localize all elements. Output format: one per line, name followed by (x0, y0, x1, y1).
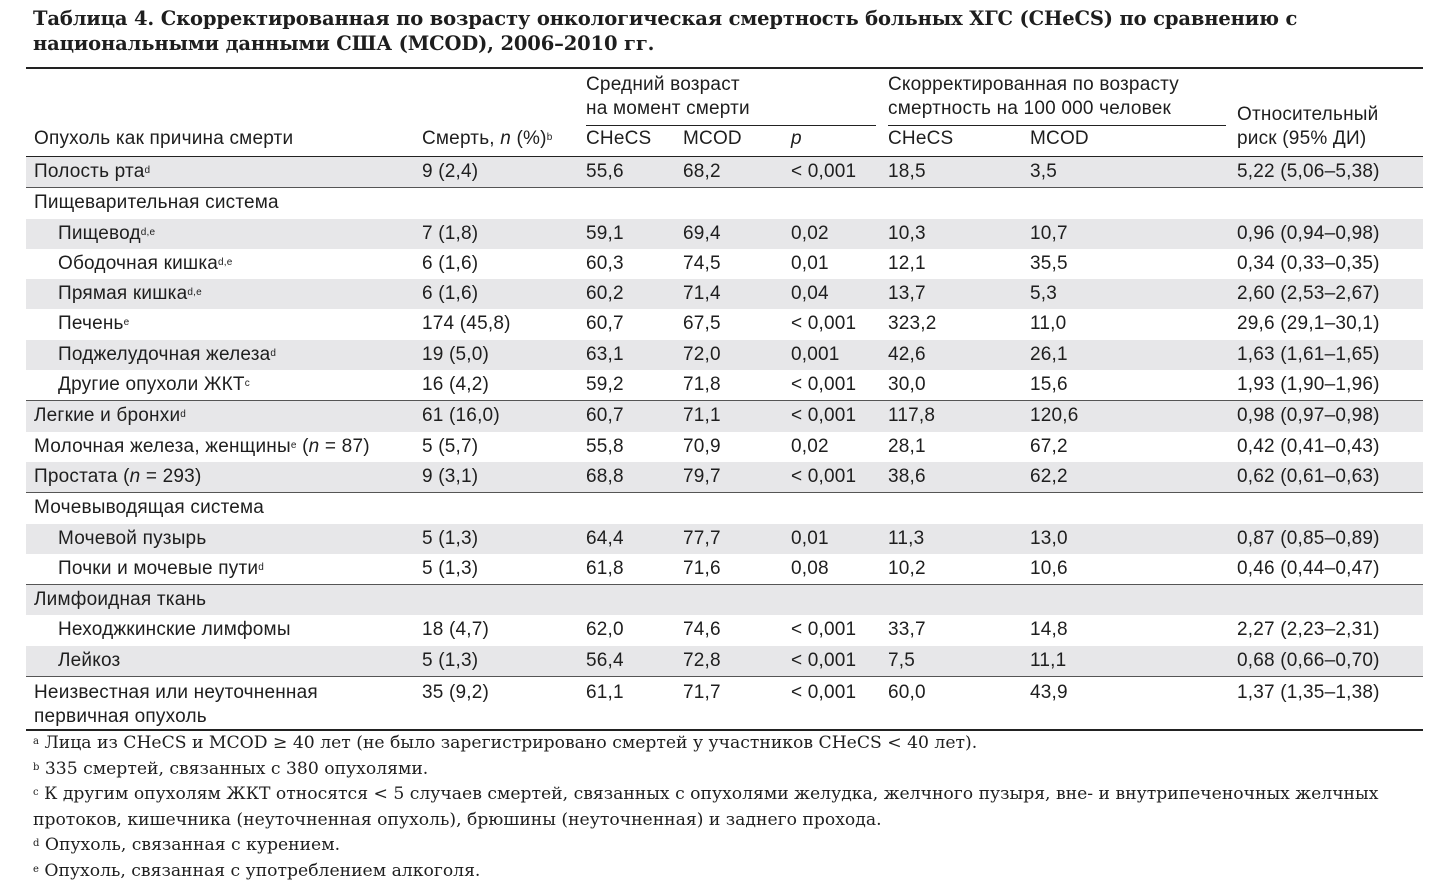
cell-rate-checs: 18,5 (888, 161, 926, 182)
cell-age-mcod: 74,5 (683, 252, 721, 274)
cell-deaths: 6 (1,6) (422, 283, 479, 305)
row-bladder (26, 524, 1423, 554)
header-rr-line1: Относительный (1237, 104, 1379, 125)
row-other-gi (26, 370, 1423, 400)
cell-age-checs: 60,7 (586, 405, 624, 427)
cell-rate-mcod: 35,5 (1030, 252, 1068, 274)
cell-rate-mcod: 67,2 (1030, 435, 1068, 457)
row-oral-cavity (26, 157, 1423, 187)
cell-p: < 0,001 (791, 161, 857, 182)
cell-rate-mcod: 62,2 (1030, 465, 1068, 487)
cell-age-mcod: 70,9 (683, 435, 721, 457)
header-adjusted-line1: Скорректированная по возрасту (888, 74, 1179, 95)
cell-name: Пищевод$^{d,e}$ (58, 222, 156, 244)
cell-deaths: 5 (1,3) (422, 649, 479, 671)
cell-deaths: 35 (9,2) (422, 682, 490, 704)
header-deaths: Смерть, n (%)$^b$ (422, 128, 553, 149)
cell-rr: 5,22 (5,06–5,38) (1237, 161, 1380, 182)
table-header (26, 69, 1423, 157)
cell-age-checs: 68,8 (586, 465, 624, 487)
cell-rate-checs: 28,1 (888, 435, 926, 457)
cell-rate-mcod: 10,7 (1030, 222, 1068, 244)
cell-deaths: 9 (2,4) (422, 161, 479, 182)
cell-rate-checs: 12,1 (888, 252, 926, 274)
cell-rate-checs: 323,2 (888, 313, 937, 335)
cell-name: Поджелудочная железа$^d$ (58, 343, 277, 365)
cell-deaths: 61 (16,0) (422, 405, 500, 427)
cell-rate-mcod: 43,9 (1030, 682, 1068, 704)
header-mean-age-rule (586, 125, 876, 126)
cell-name: Прямая кишка$^{d,e}$ (58, 283, 202, 305)
cell-p: 0,04 (791, 283, 829, 305)
cell-deaths: 9 (3,1) (422, 465, 479, 487)
row-pancreas (26, 340, 1423, 370)
cell-rr: 0,96 (0,94–0,98) (1237, 222, 1380, 244)
header-p: p (791, 128, 802, 149)
cell-rate-checs: 13,7 (888, 283, 926, 305)
cell-age-mcod: 67,5 (683, 313, 721, 335)
row-urinary-group (26, 492, 1423, 523)
cell-name: Другие опухоли ЖКТ$^c$ (58, 374, 250, 396)
caption-text: Скорректированная по возрасту онкологическая смертность больных ХГС (CHeCS) по сравнению с национальными данными США (MCOD), 2006–2010 гг. (33, 7, 1298, 55)
cell-p: < 0,001 (791, 374, 857, 396)
cell-rate-mcod: 120,6 (1030, 405, 1079, 427)
cell-rr: 29,6 (29,1–30,1) (1237, 313, 1380, 335)
cell-rate-checs: 7,5 (888, 649, 916, 671)
header-adjusted-line2: смертность на 100 000 человек (888, 98, 1171, 119)
cell-age-checs: 55,6 (586, 161, 624, 182)
cell-age-checs: 59,1 (586, 222, 624, 244)
cell-name: Мочевыводящая система (34, 497, 265, 519)
cell-age-checs: 61,8 (586, 557, 624, 579)
cell-rate-mcod: 11,1 (1030, 649, 1067, 671)
cell-rr: 0,34 (0,33–0,35) (1237, 252, 1380, 274)
cell-name: Печень$^e$ (58, 313, 130, 335)
cell-rr: 1,93 (1,90–1,96) (1237, 374, 1380, 396)
cell-age-mcod: 71,8 (683, 374, 721, 396)
header-age-mcod: MCOD (683, 128, 742, 149)
cell-age-mcod: 69,4 (683, 222, 721, 244)
cell-age-mcod: 71,1 (683, 405, 721, 427)
cell-rate-mcod: 15,6 (1030, 374, 1068, 396)
cell-deaths: 5 (5,7) (422, 435, 479, 457)
footnote-b: $^b$ 335 смертей, связанных с 380 опухолями. (33, 758, 429, 779)
header-rr-line2: риск (95% ДИ) (1237, 128, 1367, 149)
header-rate-mcod: MCOD (1030, 128, 1089, 149)
cell-rate-checs: 42,6 (888, 343, 926, 365)
row-unknown-primary (26, 676, 1423, 729)
cell-rate-checs: 30,0 (888, 374, 926, 396)
cell-p: 0,08 (791, 557, 829, 579)
cell-age-checs: 60,2 (586, 283, 624, 305)
header-rate-checs: CHeCS (888, 128, 954, 149)
cell-p: < 0,001 (791, 649, 857, 671)
row-colon (26, 249, 1423, 279)
footnote-d: $^d$ Опухоль, связанная с курением. (33, 835, 341, 855)
cell-age-mcod: 72,8 (683, 649, 721, 671)
row-rectum (26, 279, 1423, 309)
cell-age-mcod: 71,4 (683, 283, 721, 305)
cell-age-checs: 62,0 (586, 619, 624, 641)
cell-p: < 0,001 (791, 405, 857, 427)
cell-p: < 0,001 (791, 619, 857, 641)
cell-age-checs: 59,2 (586, 374, 624, 396)
cell-age-checs: 55,8 (586, 435, 624, 457)
cell-deaths: 5 (1,3) (422, 527, 479, 549)
cell-name: Лимфоидная ткань (34, 589, 207, 611)
cell-name: Ободочная кишка$^{d,e}$ (58, 252, 233, 274)
row-nhl (26, 615, 1423, 645)
cell-deaths: 174 (45,8) (422, 313, 511, 335)
cell-rr: 2,60 (2,53–2,67) (1237, 283, 1380, 305)
cell-rr: 0,46 (0,44–0,47) (1237, 557, 1380, 579)
row-lung (26, 400, 1423, 431)
cell-rr: 0,62 (0,61–0,63) (1237, 465, 1380, 487)
cell-rate-checs: 10,3 (888, 222, 926, 244)
table-caption (33, 6, 1423, 56)
row-digestive-group (26, 187, 1423, 218)
footnote-e: $^e$ Опухоль, связанная с употреблением алкоголя. (33, 860, 481, 881)
row-kidney (26, 554, 1423, 584)
cell-age-checs: 61,1 (586, 682, 624, 704)
cell-age-mcod: 68,2 (683, 161, 721, 182)
row-lymphoid-group (26, 584, 1423, 615)
cell-rate-mcod: 5,3 (1030, 283, 1058, 305)
cell-rate-mcod: 13,0 (1030, 527, 1068, 549)
cell-rr: 0,87 (0,85–0,89) (1237, 527, 1380, 549)
cell-name: Неизвестная или неуточненная первичная опухоль (34, 682, 318, 728)
cell-p: < 0,001 (791, 313, 857, 335)
cell-name: Неходжкинские лимфомы (58, 619, 291, 641)
cell-rate-mcod: 10,6 (1030, 557, 1068, 579)
row-liver (26, 309, 1423, 339)
cell-rate-mcod: 26,1 (1030, 343, 1068, 365)
cell-p: 0,02 (791, 222, 829, 244)
cell-rr: 1,63 (1,61–1,65) (1237, 343, 1380, 365)
cell-rr: 0,42 (0,41–0,43) (1237, 435, 1380, 457)
cell-deaths: 7 (1,8) (422, 222, 479, 244)
cell-name: Полость рта$^d$ (34, 161, 151, 182)
cell-name: Лейкоз (58, 649, 121, 671)
cell-rate-checs: 11,3 (888, 527, 925, 549)
cell-rate-checs: 10,2 (888, 557, 926, 579)
cell-p: 0,001 (791, 343, 840, 365)
footnote-c: $^c$ К другим опухолям ЖКТ относятся < 5 случаев смертей, связанных с опухолями желудка, желчного пузыря, вне- и внутрипеченочных желчных протоков, кишечника (неуточненная опухоль), брюшины (неуточненная) и заднего прохода. (33, 784, 1379, 830)
caption-label: Таблица 4. (33, 7, 155, 30)
cell-rr: 2,27 (2,23–2,31) (1237, 619, 1380, 641)
cell-p: 0,01 (791, 527, 829, 549)
row-breast (26, 432, 1423, 462)
cell-age-mcod: 72,0 (683, 343, 721, 365)
cell-rate-checs: 38,6 (888, 465, 926, 487)
cell-age-mcod: 74,6 (683, 619, 721, 641)
cell-age-mcod: 77,7 (683, 527, 721, 549)
cell-deaths: 19 (5,0) (422, 343, 490, 365)
cell-rr: 0,98 (0,97–0,98) (1237, 405, 1380, 427)
cell-rate-mcod: 3,5 (1030, 161, 1058, 182)
cell-rr: 1,37 (1,35–1,38) (1237, 682, 1380, 704)
cell-name: Легкие и бронхи$^d$ (34, 405, 187, 427)
header-tumor: Опухоль как причина смерти (34, 128, 294, 149)
header-mean-age-line2: на момент смерти (586, 98, 750, 119)
cell-age-mcod: 79,7 (683, 465, 721, 487)
cell-age-checs: 60,3 (586, 252, 624, 274)
cell-name: Почки и мочевые пути$^d$ (58, 557, 264, 579)
cell-age-checs: 64,4 (586, 527, 624, 549)
cell-name: Пищеварительная система (34, 192, 279, 214)
cell-rate-checs: 33,7 (888, 619, 926, 641)
cell-rate-checs: 60,0 (888, 682, 926, 704)
cell-deaths: 16 (4,2) (422, 374, 490, 396)
footnote-a: $^a$ Лица из CHeCS и MCOD ≥ 40 лет (не было зарегистрировано смертей у участников CHeCS < 40 лет). (33, 733, 978, 753)
cell-deaths: 18 (4,7) (422, 619, 490, 641)
cell-age-checs: 60,7 (586, 313, 624, 335)
cell-p: < 0,001 (791, 465, 857, 487)
header-mean-age-line1: Средний возраст (586, 74, 740, 95)
cell-deaths: 5 (1,3) (422, 557, 479, 579)
cell-name: Молочная железа, женщины$^e$ (n = 87) (34, 435, 370, 457)
cell-age-mcod: 71,6 (683, 557, 721, 579)
cell-p: 0,01 (791, 252, 829, 274)
row-leukemia (26, 646, 1423, 676)
cell-name: Простата (n = 293) (34, 465, 202, 487)
row-prostate (26, 462, 1423, 492)
cell-age-checs: 56,4 (586, 649, 624, 671)
cell-age-mcod: 71,7 (683, 682, 721, 704)
cell-rr: 0,68 (0,66–0,70) (1237, 649, 1380, 671)
header-adjusted-rule (888, 125, 1226, 126)
cell-p: 0,02 (791, 435, 829, 457)
cell-rate-mcod: 11,0 (1030, 313, 1067, 335)
cell-name: Мочевой пузырь (58, 527, 207, 549)
mortality-table (26, 67, 1423, 731)
cell-deaths: 6 (1,6) (422, 252, 479, 274)
cell-rate-mcod: 14,8 (1030, 619, 1068, 641)
footnotes (33, 731, 1428, 884)
cell-age-checs: 63,1 (586, 343, 624, 365)
cell-rate-checs: 117,8 (888, 405, 936, 427)
header-age-checs: CHeCS (586, 128, 652, 149)
cell-p: < 0,001 (791, 682, 857, 704)
row-esophagus (26, 219, 1423, 249)
